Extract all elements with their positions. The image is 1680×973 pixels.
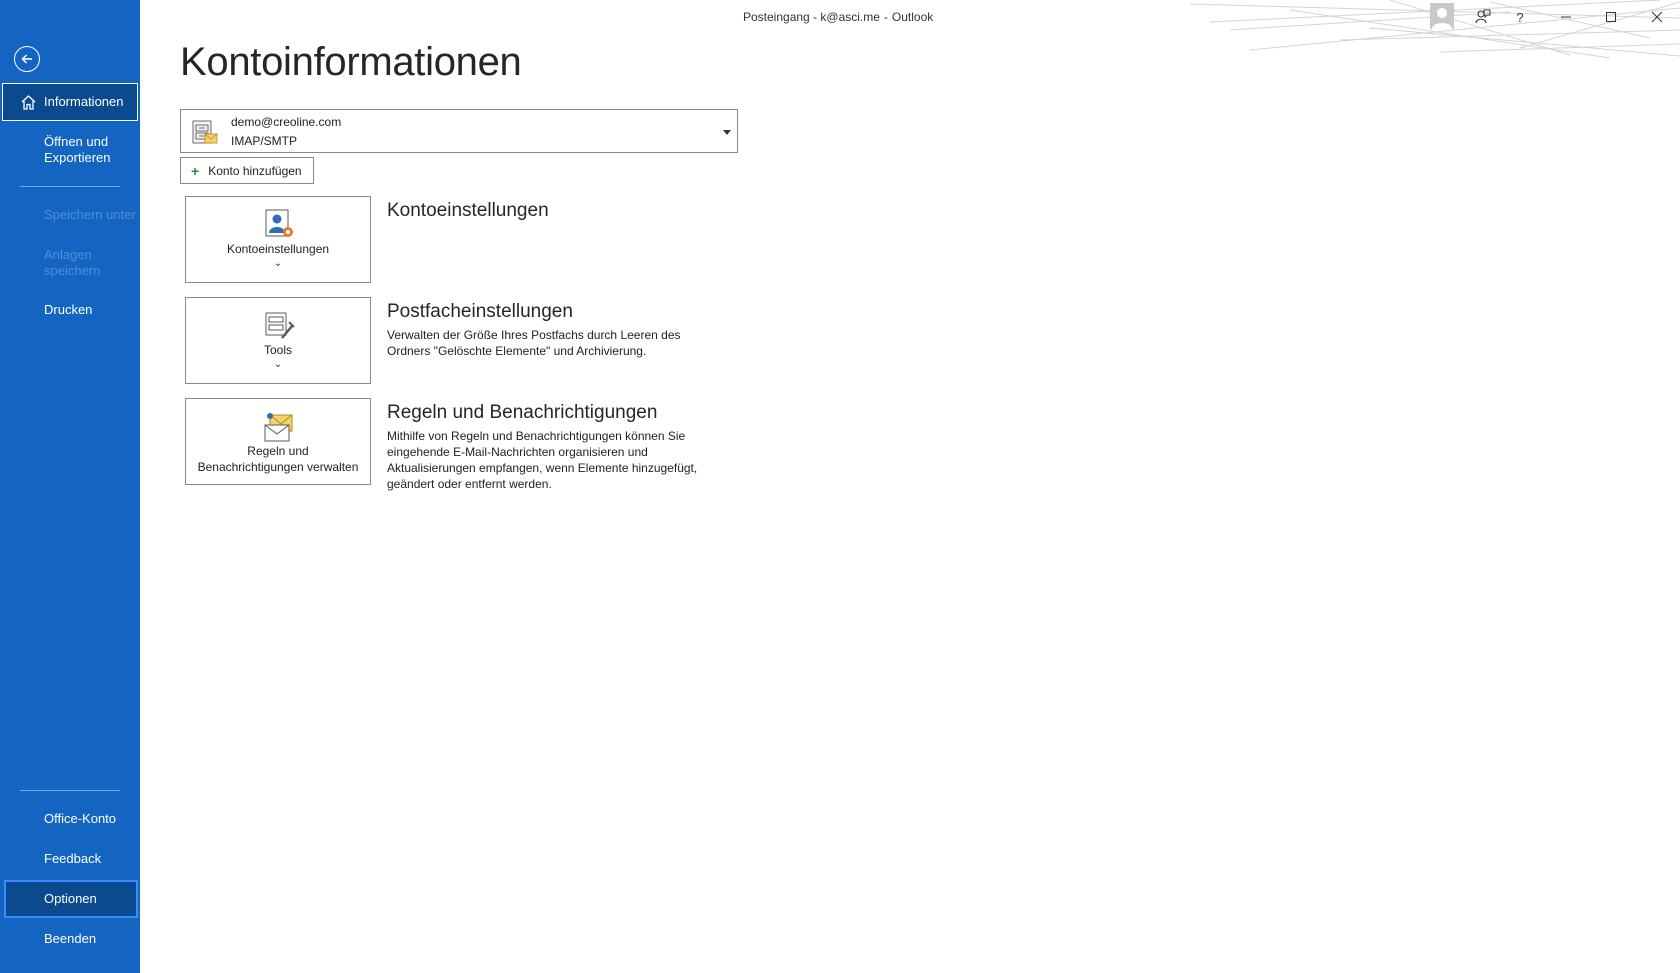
sidebar-item-label: Beenden xyxy=(44,931,97,946)
tile-label: Kontoeinstellungen xyxy=(226,242,330,256)
sidebar-item-label: Feedback xyxy=(44,851,102,866)
sidebar-item-feedback[interactable] xyxy=(0,851,140,867)
sidebar-item-office-konto[interactable] xyxy=(0,811,140,827)
minimize-button[interactable] xyxy=(1553,4,1579,30)
person-icon xyxy=(1430,3,1454,29)
sidebar-item-label: Informationen xyxy=(44,94,124,109)
sidebar-item-label: Optionen xyxy=(44,891,97,906)
section-description-rules: Mithilfe von Regeln und Benachrichtigungen können Sie eingehende E-Mail-Nachrichten organisieren und Aktualisierungen empfangen, wenn Elemente hinzugefügt, geändert oder entfernt werden. xyxy=(387,429,698,491)
section-title-rules: Regeln und Benachrichtigungen xyxy=(387,402,658,423)
sidebar-item-label: Office-Konto xyxy=(44,811,117,826)
tile-label: Benachrichtigungen verwalten xyxy=(197,460,359,474)
back-button[interactable] xyxy=(14,46,40,72)
manage-rules-button[interactable] xyxy=(185,398,371,485)
sidebar-item-speichern-unter xyxy=(0,207,140,223)
sidebar-item-label: Öffnen und Exportieren xyxy=(44,134,111,165)
user-avatar[interactable] xyxy=(1430,3,1454,29)
arrow-left-icon xyxy=(20,52,34,66)
account-type: IMAP/SMTP xyxy=(231,134,298,148)
sidebar-item-label: Drucken xyxy=(44,302,93,317)
backstage-sidebar xyxy=(0,0,140,973)
rules-icon xyxy=(262,409,296,443)
add-account-button[interactable] xyxy=(180,157,314,184)
sidebar-divider xyxy=(20,186,120,187)
account-email: demo@creoline.com xyxy=(231,115,342,129)
window-title-separator: - xyxy=(883,10,888,24)
window-title-folder: Posteingang - k@asci.me xyxy=(743,10,880,24)
account-selector[interactable] xyxy=(180,109,738,153)
help-button[interactable] xyxy=(1508,4,1532,30)
sidebar-item-anlagen-speichern xyxy=(0,247,140,279)
home-icon xyxy=(20,94,37,111)
sidebar-item-oeffnen-exportieren[interactable] xyxy=(0,134,140,166)
account-settings-icon xyxy=(262,207,296,241)
coauthor-button[interactable] xyxy=(1470,4,1496,30)
help-icon: ? xyxy=(1516,9,1524,25)
mail-account-icon xyxy=(190,118,218,146)
sidebar-item-optionen[interactable] xyxy=(4,880,138,918)
sidebar-item-drucken[interactable] xyxy=(0,302,140,318)
chevron-down-icon: ⌄ xyxy=(273,359,283,370)
section-title-mailbox-settings: Postfacheinstellungen xyxy=(387,301,573,322)
mailbox-tools-button[interactable] xyxy=(185,297,371,384)
chevron-down-icon: ⌄ xyxy=(273,258,283,269)
account-settings-button[interactable] xyxy=(185,196,371,283)
page-title: Kontoinformationen xyxy=(180,40,522,84)
sidebar-item-informationen[interactable] xyxy=(2,83,138,121)
window-title xyxy=(743,10,933,24)
maximize-button[interactable] xyxy=(1598,4,1624,30)
add-account-label: Konto hinzufügen xyxy=(208,163,302,178)
feedback-person-icon xyxy=(1474,8,1492,26)
tile-label: Regeln und xyxy=(247,444,309,458)
mailbox-tools-icon xyxy=(262,308,296,342)
maximize-icon xyxy=(1605,11,1617,23)
tile-label: Tools xyxy=(263,343,292,357)
plus-icon: + xyxy=(191,162,200,179)
close-button[interactable] xyxy=(1644,4,1670,30)
close-icon xyxy=(1651,11,1663,23)
window-title-app: Outlook xyxy=(891,10,934,24)
section-description-mailbox-settings: Verwalten der Größe Ihres Postfachs durch Leeren des Ordners "Gelöschte Elemente" und Archivierung. xyxy=(387,328,681,358)
sidebar-divider xyxy=(20,790,120,791)
section-title-account-settings: Kontoeinstellungen xyxy=(387,200,549,221)
chevron-down-icon xyxy=(723,130,731,135)
sidebar-item-label: Speichern unter xyxy=(44,207,136,222)
minimize-icon xyxy=(1560,11,1572,23)
sidebar-item-beenden[interactable] xyxy=(0,931,140,947)
sidebar-item-label: Anlagen speichern xyxy=(44,247,101,278)
